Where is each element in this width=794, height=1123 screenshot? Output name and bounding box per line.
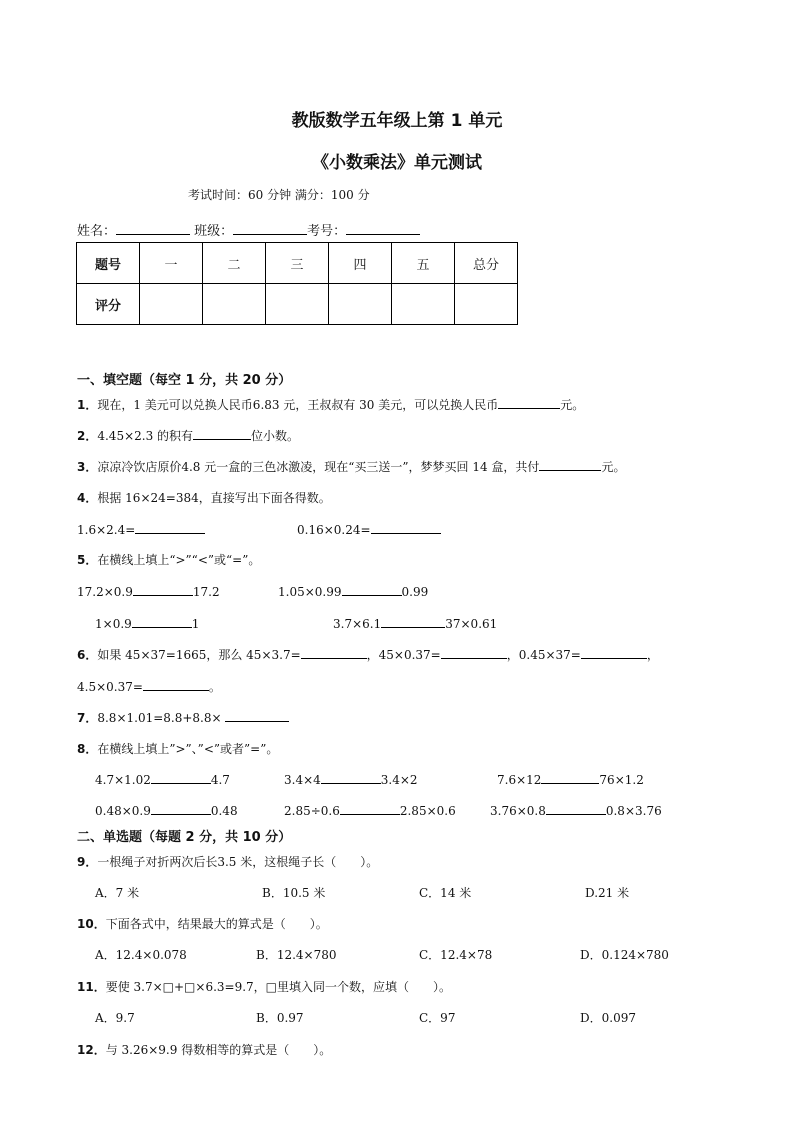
answer-blank[interactable] — [498, 396, 560, 409]
answer-blank[interactable] — [135, 521, 205, 534]
exam-subtitle: 《小数乘法》单元测试 — [312, 153, 482, 173]
expression: 3.4×2 — [380, 773, 418, 787]
question-text: 8.8×1.01=8.8+8.8× — [97, 711, 222, 725]
question-number: 7． — [77, 711, 98, 725]
expression: 2.85×0.6 — [399, 804, 456, 818]
score-table-header-row — [77, 243, 518, 284]
score-cell: 三 — [266, 243, 329, 284]
expression: 0.8×3.76 — [605, 804, 662, 818]
score-input-cell[interactable] — [140, 284, 203, 325]
compare-blank[interactable] — [151, 802, 211, 815]
question-text: 与 3.26×9.9 得数相等的算式是（ ）。 — [105, 1043, 332, 1057]
compare-blank[interactable] — [321, 771, 381, 784]
class-label: 班级： — [194, 224, 234, 239]
expression: 76×1.2 — [599, 773, 644, 787]
q4-item-a — [77, 521, 205, 537]
question-number: 11． — [77, 980, 106, 994]
option-d[interactable]: D．0.124×780 — [580, 948, 669, 962]
compare-blank[interactable] — [340, 802, 400, 815]
expression: 1.05×0.99 — [278, 585, 342, 599]
answer-blank[interactable] — [441, 646, 507, 659]
question-number: 3． — [77, 460, 98, 474]
score-cell: 二 — [203, 243, 266, 284]
score-cell: 题号 — [77, 243, 140, 284]
compare-blank[interactable] — [381, 615, 445, 628]
name-blank[interactable] — [116, 222, 190, 235]
option-a[interactable]: A．7 米 — [95, 886, 140, 900]
section2-title: 二、单选题（每题 2 分，共 10 分） — [77, 830, 292, 845]
score-table-score-row — [77, 284, 518, 325]
score-cell: 四 — [329, 243, 392, 284]
option-c[interactable]: C．12.4×78 — [419, 948, 493, 962]
question-8 — [77, 740, 278, 757]
answer-blank[interactable] — [301, 646, 367, 659]
score-input-cell[interactable] — [392, 284, 455, 325]
question-1 — [77, 396, 584, 413]
answer-blank[interactable] — [581, 646, 647, 659]
question-number: 12． — [77, 1043, 106, 1057]
q8-item — [490, 802, 662, 818]
compare-blank[interactable] — [151, 771, 211, 784]
number-label: 考号： — [307, 224, 347, 239]
question-3 — [77, 458, 625, 475]
answer-blank[interactable] — [371, 521, 441, 534]
expression: 2.85÷0.6 — [284, 804, 340, 818]
question-tail: 元。 — [560, 398, 585, 412]
q5-item-b — [278, 583, 428, 599]
q8-item — [95, 771, 230, 787]
answer-blank[interactable] — [225, 709, 289, 722]
question-7 — [77, 709, 289, 726]
score-input-cell[interactable] — [203, 284, 266, 325]
question-6-cont — [77, 678, 221, 695]
question-12 — [77, 1041, 331, 1058]
question-number: 4． — [77, 491, 98, 505]
expression: 4.7×1.02 — [95, 773, 151, 787]
option-c[interactable]: C．97 — [419, 1011, 456, 1025]
compare-blank[interactable] — [541, 771, 599, 784]
option-c[interactable]: C．14 米 — [419, 886, 472, 900]
score-table — [76, 242, 518, 325]
q4-item-b — [297, 521, 441, 537]
expression: 0.99 — [401, 585, 429, 599]
expression: 0.48 — [210, 804, 238, 818]
question-11 — [77, 978, 451, 995]
score-input-cell[interactable] — [329, 284, 392, 325]
question-text: ，45×0.37= — [366, 648, 441, 662]
answer-blank[interactable] — [193, 427, 251, 440]
q5-item-c — [95, 615, 199, 631]
question-number: 1． — [77, 398, 98, 412]
option-a[interactable]: A．12.4×0.078 — [95, 948, 187, 962]
score-cell: 五 — [392, 243, 455, 284]
question-text: ， — [646, 648, 659, 662]
q8-item — [284, 802, 456, 818]
compare-blank[interactable] — [342, 583, 402, 596]
compare-blank[interactable] — [546, 802, 606, 815]
q5-item-d — [333, 615, 497, 631]
question-text: 要使 3.7×□+□×6.3=9.7，□里填入同一个数，应填（ ）。 — [105, 980, 452, 994]
question-2 — [77, 427, 299, 444]
option-d[interactable]: D．0.097 — [580, 1011, 636, 1025]
compare-blank[interactable] — [132, 615, 192, 628]
expression: 17.2×0.9 — [77, 585, 133, 599]
option-d[interactable]: D.21 米 — [585, 886, 630, 900]
question-text: 4.45×2.3 的积有 — [97, 429, 194, 443]
answer-blank[interactable] — [143, 678, 209, 691]
question-4 — [77, 489, 331, 506]
question-text: 。 — [208, 680, 221, 694]
question-9 — [77, 853, 378, 870]
question-text: 在横线上填上“>”“<”或“=”。 — [97, 553, 261, 567]
question-tail: 元。 — [601, 460, 626, 474]
expression: 37×0.61 — [445, 617, 498, 631]
question-number: 8． — [77, 742, 98, 756]
question-text: ，0.45×37= — [506, 648, 581, 662]
score-cell: 一 — [140, 243, 203, 284]
question-10 — [77, 915, 328, 932]
expression: 7.6×12 — [497, 773, 542, 787]
expression: 0.48×0.9 — [95, 804, 151, 818]
question-number: 5． — [77, 553, 98, 567]
question-text: 凉凉冷饮店原价4.8 元一盒的三色冰激凌，现在“买三送一”，梦梦买回 14 盒，共付 — [97, 460, 540, 474]
answer-blank[interactable] — [539, 458, 601, 471]
score-input-cell[interactable] — [455, 284, 518, 325]
question-number: 10． — [77, 917, 106, 931]
number-blank[interactable] — [346, 222, 420, 235]
expression: 17.2 — [192, 585, 220, 599]
expression: 1 — [191, 617, 200, 631]
section1-title: 一、填空题（每空 1 分，共 20 分） — [77, 373, 292, 388]
expression: 4.7 — [210, 773, 230, 787]
exam-title: 教版数学五年级上第 1 单元 — [291, 111, 503, 131]
question-text: 4.5×0.37= — [77, 680, 143, 694]
question-number: 9． — [77, 855, 98, 869]
expression: 3.76×0.8 — [490, 804, 546, 818]
class-blank[interactable] — [233, 222, 307, 235]
score-input-cell[interactable] — [266, 284, 329, 325]
expression: 1.6×2.4= — [77, 523, 136, 537]
score-cell: 总分 — [455, 243, 518, 284]
option-a[interactable]: A．9.7 — [95, 1011, 135, 1025]
question-text: 在横线上填上”>”、”<”或者”=”。 — [97, 742, 279, 756]
score-row-label: 评分 — [77, 284, 140, 325]
expression: 3.7×6.1 — [333, 617, 382, 631]
q8-item — [284, 771, 418, 787]
q8-item — [497, 771, 644, 787]
question-number: 2． — [77, 429, 98, 443]
option-b[interactable]: B．0.97 — [256, 1011, 304, 1025]
compare-blank[interactable] — [133, 583, 193, 596]
question-6 — [77, 646, 659, 663]
question-tail: 位小数。 — [251, 429, 300, 443]
question-text: 如果 45×37=1665，那么 45×3.7= — [97, 648, 301, 662]
q8-item — [95, 802, 238, 818]
student-info-line — [77, 220, 420, 239]
option-b[interactable]: B．12.4×780 — [256, 948, 337, 962]
question-text: 根据 16×24=384，直接写出下面各得数。 — [97, 491, 331, 505]
question-text: 现在，1 美元可以兑换人民币6.83 元，王叔叔有 30 美元，可以兑换人民币 — [97, 398, 499, 412]
question-text: 下面各式中，结果最大的算式是（ ）。 — [105, 917, 328, 931]
name-label: 姓名： — [77, 224, 117, 239]
expression: 3.4×4 — [284, 773, 321, 787]
option-b[interactable]: B．10.5 米 — [262, 886, 326, 900]
question-text: 一根绳子对折两次后长3.5 米，这根绳子长（ ）。 — [97, 855, 379, 869]
question-5 — [77, 551, 260, 568]
expression: 0.16×0.24= — [297, 523, 371, 537]
q5-item-a — [77, 583, 220, 599]
exam-info: 考试时间：60 分钟 满分：100 分 — [188, 188, 370, 202]
question-number: 6． — [77, 648, 98, 662]
expression: 1×0.9 — [95, 617, 132, 631]
